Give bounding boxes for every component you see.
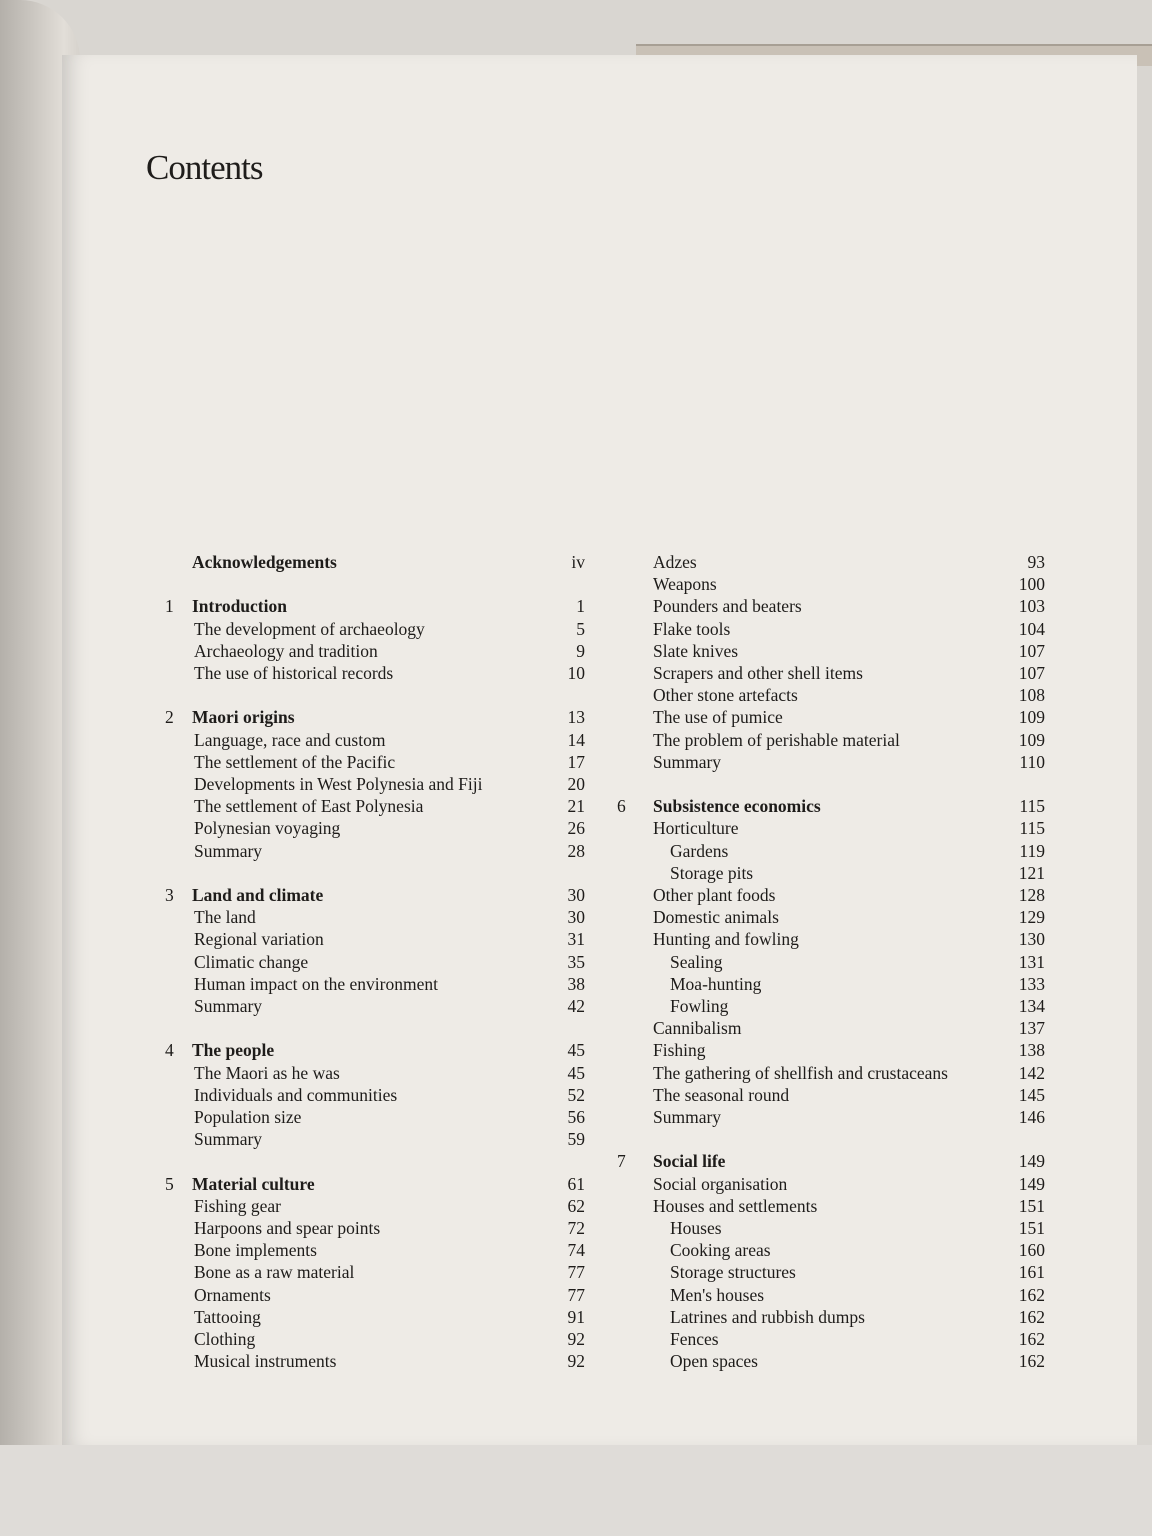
toc-entry-title: The settlement of East Polynesia [194,796,424,817]
toc-entry [617,1261,1045,1283]
toc-entry [165,662,585,684]
toc-entry [165,973,585,995]
toc-entry-title: Maori origins [192,707,295,728]
toc-page-number: 151 [1018,1218,1045,1238]
toc-entry [165,1128,585,1150]
toc-page-number: 119 [1019,840,1045,861]
toc-entry-title: Summary [653,1107,722,1127]
toc-entry-title: Fowling [670,996,729,1016]
toc-entry-title: Land and climate [192,885,324,905]
toc-entry [617,551,1045,573]
toc-entry [617,1350,1045,1372]
toc-entry [165,1195,585,1217]
toc-page-number: 77 [567,1284,585,1305]
toc-entry-title: Introduction [192,596,287,617]
toc-entry [165,1173,585,1195]
toc-entry-title: Human impact on the environment [194,973,438,994]
toc-page-number: 162 [1018,1329,1045,1349]
page-title: Contents [146,148,263,187]
toc-chapter-number: 3 [165,885,174,905]
toc-entry-title: Horticulture [653,818,739,839]
toc-page-number: 42 [567,996,585,1016]
toc-entry-title: Social life [653,1151,726,1172]
toc-entry [165,928,585,950]
toc-page-number: 62 [567,1195,585,1216]
toc-entry [617,662,1045,684]
toc-page-number: 107 [1018,663,1045,683]
toc-entry [617,640,1045,662]
toc-page-number: 26 [567,818,585,839]
toc-entry-title: The gathering of shellfish and crustaceans [653,1062,948,1083]
toc-entry [165,773,585,795]
toc-page-number: 38 [567,973,585,994]
toc-entry-title: Houses [670,1218,722,1238]
toc-entry [617,1173,1045,1195]
toc-page-number: 115 [1019,818,1045,839]
toc-entry-title: Hunting and fowling [653,929,799,950]
toc-page-number: 5 [576,618,585,639]
toc-entry-title: Bone implements [194,1240,317,1261]
toc-entry-title: Acknowledgements [192,552,337,572]
toc-page-number: 162 [1018,1306,1045,1327]
toc-entry-title: Sealing [670,951,723,972]
toc-page-number: 149 [1018,1173,1045,1194]
toc-page-number: 100 [1018,574,1045,595]
toc-entry-title: Summary [653,751,722,772]
toc-entry [165,729,585,751]
toc-entry-title: The land [194,907,256,928]
toc-page-number: 35 [567,951,585,972]
toc-page-number: 52 [567,1084,585,1105]
toc-entry-title: Domestic animals [653,907,779,928]
toc-chapter-number: 1 [165,596,174,617]
toc-page-number: 45 [567,1062,585,1083]
toc-entry-title: The problem of perishable material [653,729,900,750]
toc-entry [617,973,1045,995]
toc-entry [165,951,585,973]
toc-entry [165,751,585,773]
toc-entry-title: Musical instruments [194,1351,337,1372]
toc-entry-title: Developments in West Polynesia and Fiji [194,774,483,794]
toc-entry [165,1306,585,1328]
toc-entry-title: Material culture [192,1173,315,1194]
toc-entry-title: Polynesian voyaging [194,818,341,839]
toc-page-number: 61 [567,1173,585,1194]
toc-entry-title: Climatic change [194,951,309,972]
toc-entry [165,595,585,617]
toc-entry [617,951,1045,973]
toc-entry [165,840,585,862]
toc-page-number: 130 [1018,929,1045,950]
toc-entry-title: Fishing gear [194,1195,282,1216]
toc-entry [165,1284,585,1306]
toc-entry-title: Latrines and rubbish dumps [670,1306,865,1327]
toc-entry-title: Language, race and custom [194,729,386,750]
toc-entry-title: Tattooing [194,1306,261,1327]
toc-page-number: 115 [1019,796,1045,817]
toc-entry [617,1195,1045,1217]
toc-entry-title: Ornaments [194,1284,271,1305]
toc-entry-title: Subsistence economics [653,796,821,817]
toc-entry-title: Regional variation [194,929,324,950]
toc-entry-title: Summary [194,1129,263,1150]
toc-page-number: 21 [567,796,585,817]
toc-entry-title: Harpoons and spear points [194,1218,381,1238]
toc-entry-title: Cooking areas [670,1240,771,1261]
toc-entry [617,1062,1045,1084]
table-surface [0,1445,1152,1536]
toc-page-number: 1 [576,596,585,617]
toc-entry [165,817,585,839]
toc-entry-title: Bone as a raw material [194,1262,355,1283]
toc-entry-title: Moa-hunting [670,973,762,994]
toc-entry [165,995,585,1017]
toc-entry-title: Storage pits [670,862,754,883]
toc-page-number: 30 [567,907,585,928]
toc-entry [165,551,585,573]
toc-entry-title: Clothing [194,1329,256,1349]
toc-page-number: 77 [567,1262,585,1283]
toc-entry [617,928,1045,950]
toc-entry-title: Archaeology and tradition [194,640,378,661]
toc-entry-title: Houses and settlements [653,1195,818,1216]
toc-entry [617,884,1045,906]
toc-entry-title: Summary [194,996,263,1016]
toc-entry [165,884,585,906]
toc-page-number: 14 [567,729,585,750]
toc-page-number: 145 [1018,1084,1045,1105]
toc-chapter-number: 4 [165,1040,174,1061]
toc-entry [165,1261,585,1283]
toc-entry [165,706,585,728]
toc-entry-title: Pounders and beaters [653,596,802,617]
toc-page-number: 56 [567,1107,585,1127]
toc-entry [617,795,1045,817]
toc-page-number: 107 [1018,640,1045,661]
toc-entry [617,618,1045,640]
toc-entry-title: The seasonal round [653,1084,790,1105]
toc-entry [617,1084,1045,1106]
toc-entry [617,862,1045,884]
toc-page-number: 128 [1018,885,1045,905]
toc-page-number: 72 [567,1218,585,1238]
toc-entry-title: Gardens [670,840,729,861]
toc-entry [617,573,1045,595]
toc-page-number: 146 [1018,1107,1045,1127]
toc-page-number: 131 [1018,951,1045,972]
toc-page-number: 10 [567,663,585,683]
toc-entry-title: Storage structures [670,1262,796,1283]
toc-entry [617,817,1045,839]
toc-entry [617,906,1045,928]
toc-entry [617,1284,1045,1306]
toc-entry [617,1239,1045,1261]
toc-chapter-number: 7 [617,1151,626,1172]
toc-entry-title: Fishing [653,1040,706,1061]
toc-entry-title: Summary [194,840,263,861]
toc-page-number: 104 [1018,618,1045,639]
toc-page-number: iv [571,552,585,572]
toc-entry-title: The Maori as he was [194,1062,340,1083]
toc-entry-title: Flake tools [653,618,731,639]
toc-entry [617,1150,1045,1172]
toc-entry [165,1239,585,1261]
toc-page-number: 9 [576,640,585,661]
toc-page-number: 109 [1018,729,1045,750]
toc-entry [165,640,585,662]
toc-entry-title: Adzes [653,552,697,572]
toc-page-number: 137 [1018,1018,1045,1039]
toc-entry [165,906,585,928]
toc-entry [617,706,1045,728]
toc-page-number: 91 [567,1306,585,1327]
toc-entry [617,1106,1045,1128]
toc-page-number: 160 [1018,1240,1045,1261]
toc-entry [617,595,1045,617]
toc-entry [165,1062,585,1084]
toc-entry [617,751,1045,773]
toc-entry [165,618,585,640]
toc-entry [617,1039,1045,1061]
toc-page-number: 142 [1018,1062,1045,1083]
toc-chapter-number: 6 [617,796,626,817]
toc-entry [617,1217,1045,1239]
toc-page-number: 161 [1018,1262,1045,1283]
toc-page-number: 30 [567,885,585,905]
toc-entry [617,1017,1045,1039]
toc-page-number: 17 [567,751,585,772]
toc-page-number: 110 [1019,751,1045,772]
toc-entry-title: Social organisation [653,1173,788,1194]
toc-entry [165,1084,585,1106]
toc-page-number: 13 [567,707,585,728]
toc-entry [617,1306,1045,1328]
toc-entry [165,795,585,817]
toc-page-number: 92 [567,1351,585,1372]
toc-entry-title: Individuals and communities [194,1084,398,1105]
toc-page-number: 103 [1018,596,1045,617]
toc-page-number: 92 [567,1329,585,1349]
toc-entry [165,1217,585,1239]
toc-chapter-number: 2 [165,707,174,728]
toc-entry [617,684,1045,706]
toc-entry-title: Open spaces [670,1351,758,1372]
toc-entry [617,729,1045,751]
toc-entry [617,995,1045,1017]
toc-entry-title: The people [192,1040,275,1061]
toc-entry [165,1039,585,1061]
toc-page-number: 149 [1018,1151,1045,1172]
toc-entry-title: Scrapers and other shell items [653,663,863,683]
toc-page-number: 138 [1018,1040,1045,1061]
toc-entry-title: The use of pumice [653,707,783,728]
toc-page-number: 20 [567,774,585,794]
toc-entry-title: Other stone artefacts [653,685,798,706]
toc-entry-title: Other plant foods [653,885,776,905]
toc-entry [617,1328,1045,1350]
toc-entry [165,1328,585,1350]
toc-page-number: 133 [1018,973,1045,994]
toc-page-number: 162 [1018,1351,1045,1372]
toc-page-number: 129 [1018,907,1045,928]
toc-page-number: 151 [1018,1195,1045,1216]
toc-entry [165,1350,585,1372]
toc-page-number: 45 [567,1040,585,1061]
toc-page-number: 134 [1018,996,1045,1016]
toc-page-number: 109 [1018,707,1045,728]
toc-page-number: 162 [1018,1284,1045,1305]
toc-entry-title: Population size [194,1107,302,1127]
toc-entry-title: Slate knives [653,640,739,661]
toc-entry [165,1106,585,1128]
toc-entry [617,840,1045,862]
toc-entry-title: Men's houses [670,1284,765,1305]
toc-entry-title: Cannibalism [653,1018,742,1039]
toc-page-number: 93 [1027,552,1045,572]
toc-page-number: 74 [567,1240,585,1261]
toc-page-number: 31 [567,929,585,950]
toc-entry-title: The development of archaeology [194,618,425,639]
toc-chapter-number: 5 [165,1173,174,1194]
toc-entry-title: Weapons [653,574,717,595]
toc-entry-title: The settlement of the Pacific [194,751,396,772]
toc-page-number: 59 [567,1129,585,1150]
toc-entry-title: Fences [670,1329,719,1349]
toc-page-number: 28 [567,840,585,861]
toc-page-number: 108 [1018,685,1045,706]
toc-page-number: 121 [1018,862,1045,883]
toc-entry-title: The use of historical records [194,663,394,683]
